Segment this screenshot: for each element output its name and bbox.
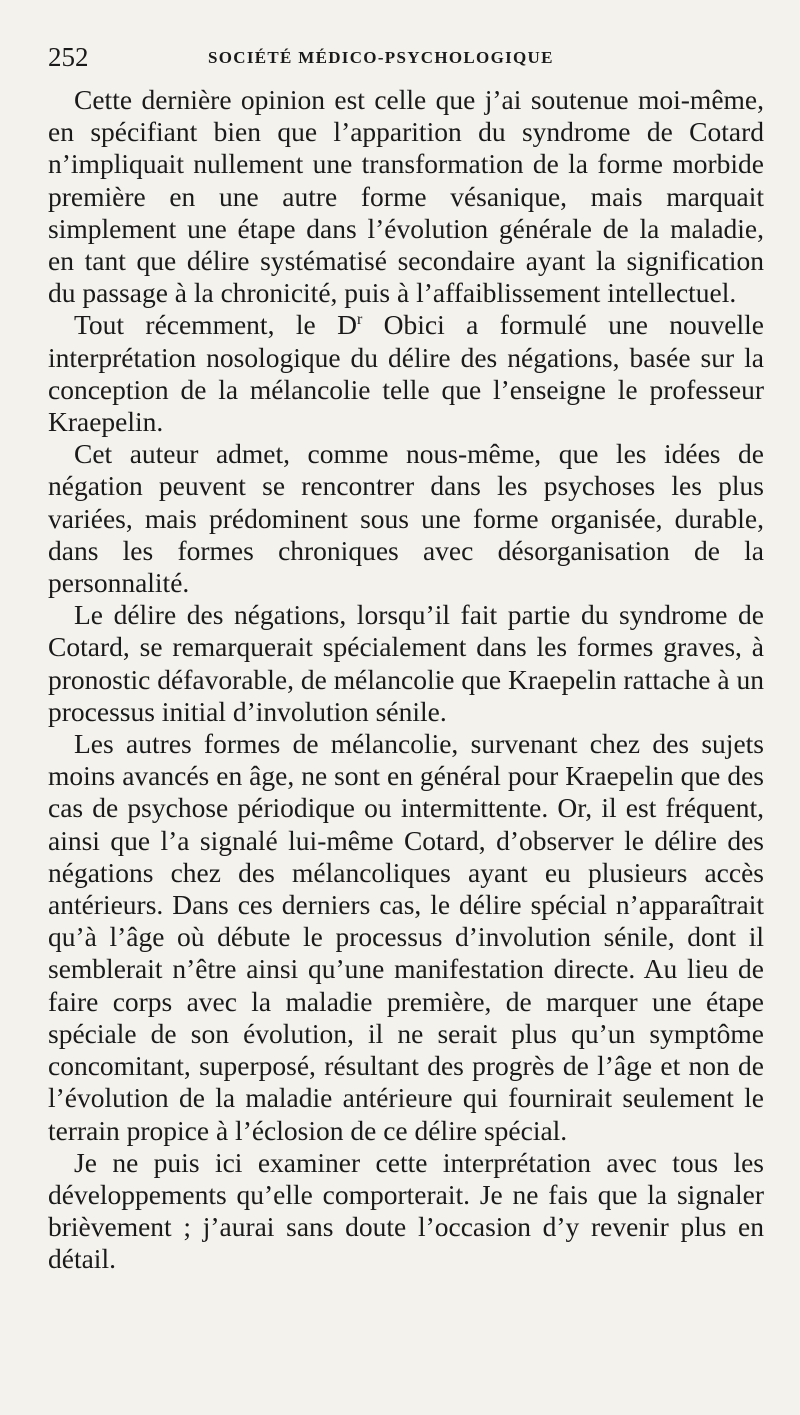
paragraph-4: Le délire des négations, lorsqu’il fait partie du syndrome de Cotard, se remarquerait spécialement dans les formes graves, à pronostic défavorable, de mélancolie que Kraepelin rattache à un processus initial d’involution sénile.	[48, 599, 764, 727]
paragraph-6: Je ne puis ici examiner cette interprétation avec tous les développements qu’elle comporterait. Je ne fais que la signaler brièvement ; j’aurai sans doute l’occasion d’y revenir plus en détail.	[48, 1146, 764, 1275]
doctor-abbrev-superscript: r	[356, 311, 363, 329]
paragraph-2-start: Tout récemment, le D	[74, 309, 357, 341]
running-head: SOCIÉTÉ MÉDICO-PSYCHOLOGIQUE	[208, 48, 554, 67]
paragraph-2-rest: Obici a formulé une nouvelle interprétation nosologique du délire des négations, basée sur la conception de la mélancolie telle que l’enseigne le professeur Kraepelin.	[48, 309, 764, 438]
paragraph-3: Cet auteur admet, comme nous-même, que les idées de négation peuvent se rencontrer dans les psychoses les plus variées, mais prédominent sous une forme organisée, durable, dans les formes chroniques avec désorganisation de la personnalité.	[48, 438, 764, 599]
paragraph-2	[48, 309, 764, 438]
paragraph-5: Les autres formes de mélancolie, survenant chez des sujets moins avancés en âge, ne sont en général pour Kraepelin que des cas de psychose périodique ou intermittente. Or, il est fréquent, ainsi que l’a signalé lui-même Cotard, d’observer le délire des négations chez des mélancoliques ayant eu plusieurs accès antérieurs. Dans ces derniers cas, le délire spécial n’apparaîtrait qu’à l’âge où débute le processus d’involution sénile, dont il semblerait n’être ainsi qu’une manifestation directe. Au lieu de faire corps avec la maladie première, de marquer une étape spéciale de son évolution, il ne serait plus qu’un symptôme concomitant, superposé, résultant des progrès de l’âge et non de l’évolution de la maladie antérieure qui fournirait seulement le terrain propice à l’éclosion de ce délire spécial.	[48, 728, 764, 1146]
page-number: 252	[48, 42, 89, 72]
paragraph-1: Cette dernière opinion est celle que j’ai soutenue moi-même, en spécifiant bien que l’apparition du syndrome de Cotard n’impliquait nullement une transformation de la forme morbide première en une autre forme vésanique, mais marquait simplement une étape dans l’évolution générale de la maladie, en tant que délire systématisé secondaire ayant la signification du passage à la chronicité, puis à l’affaiblissement intellectuel.	[48, 84, 764, 309]
body-text	[48, 84, 764, 1276]
page-header	[48, 38, 764, 80]
